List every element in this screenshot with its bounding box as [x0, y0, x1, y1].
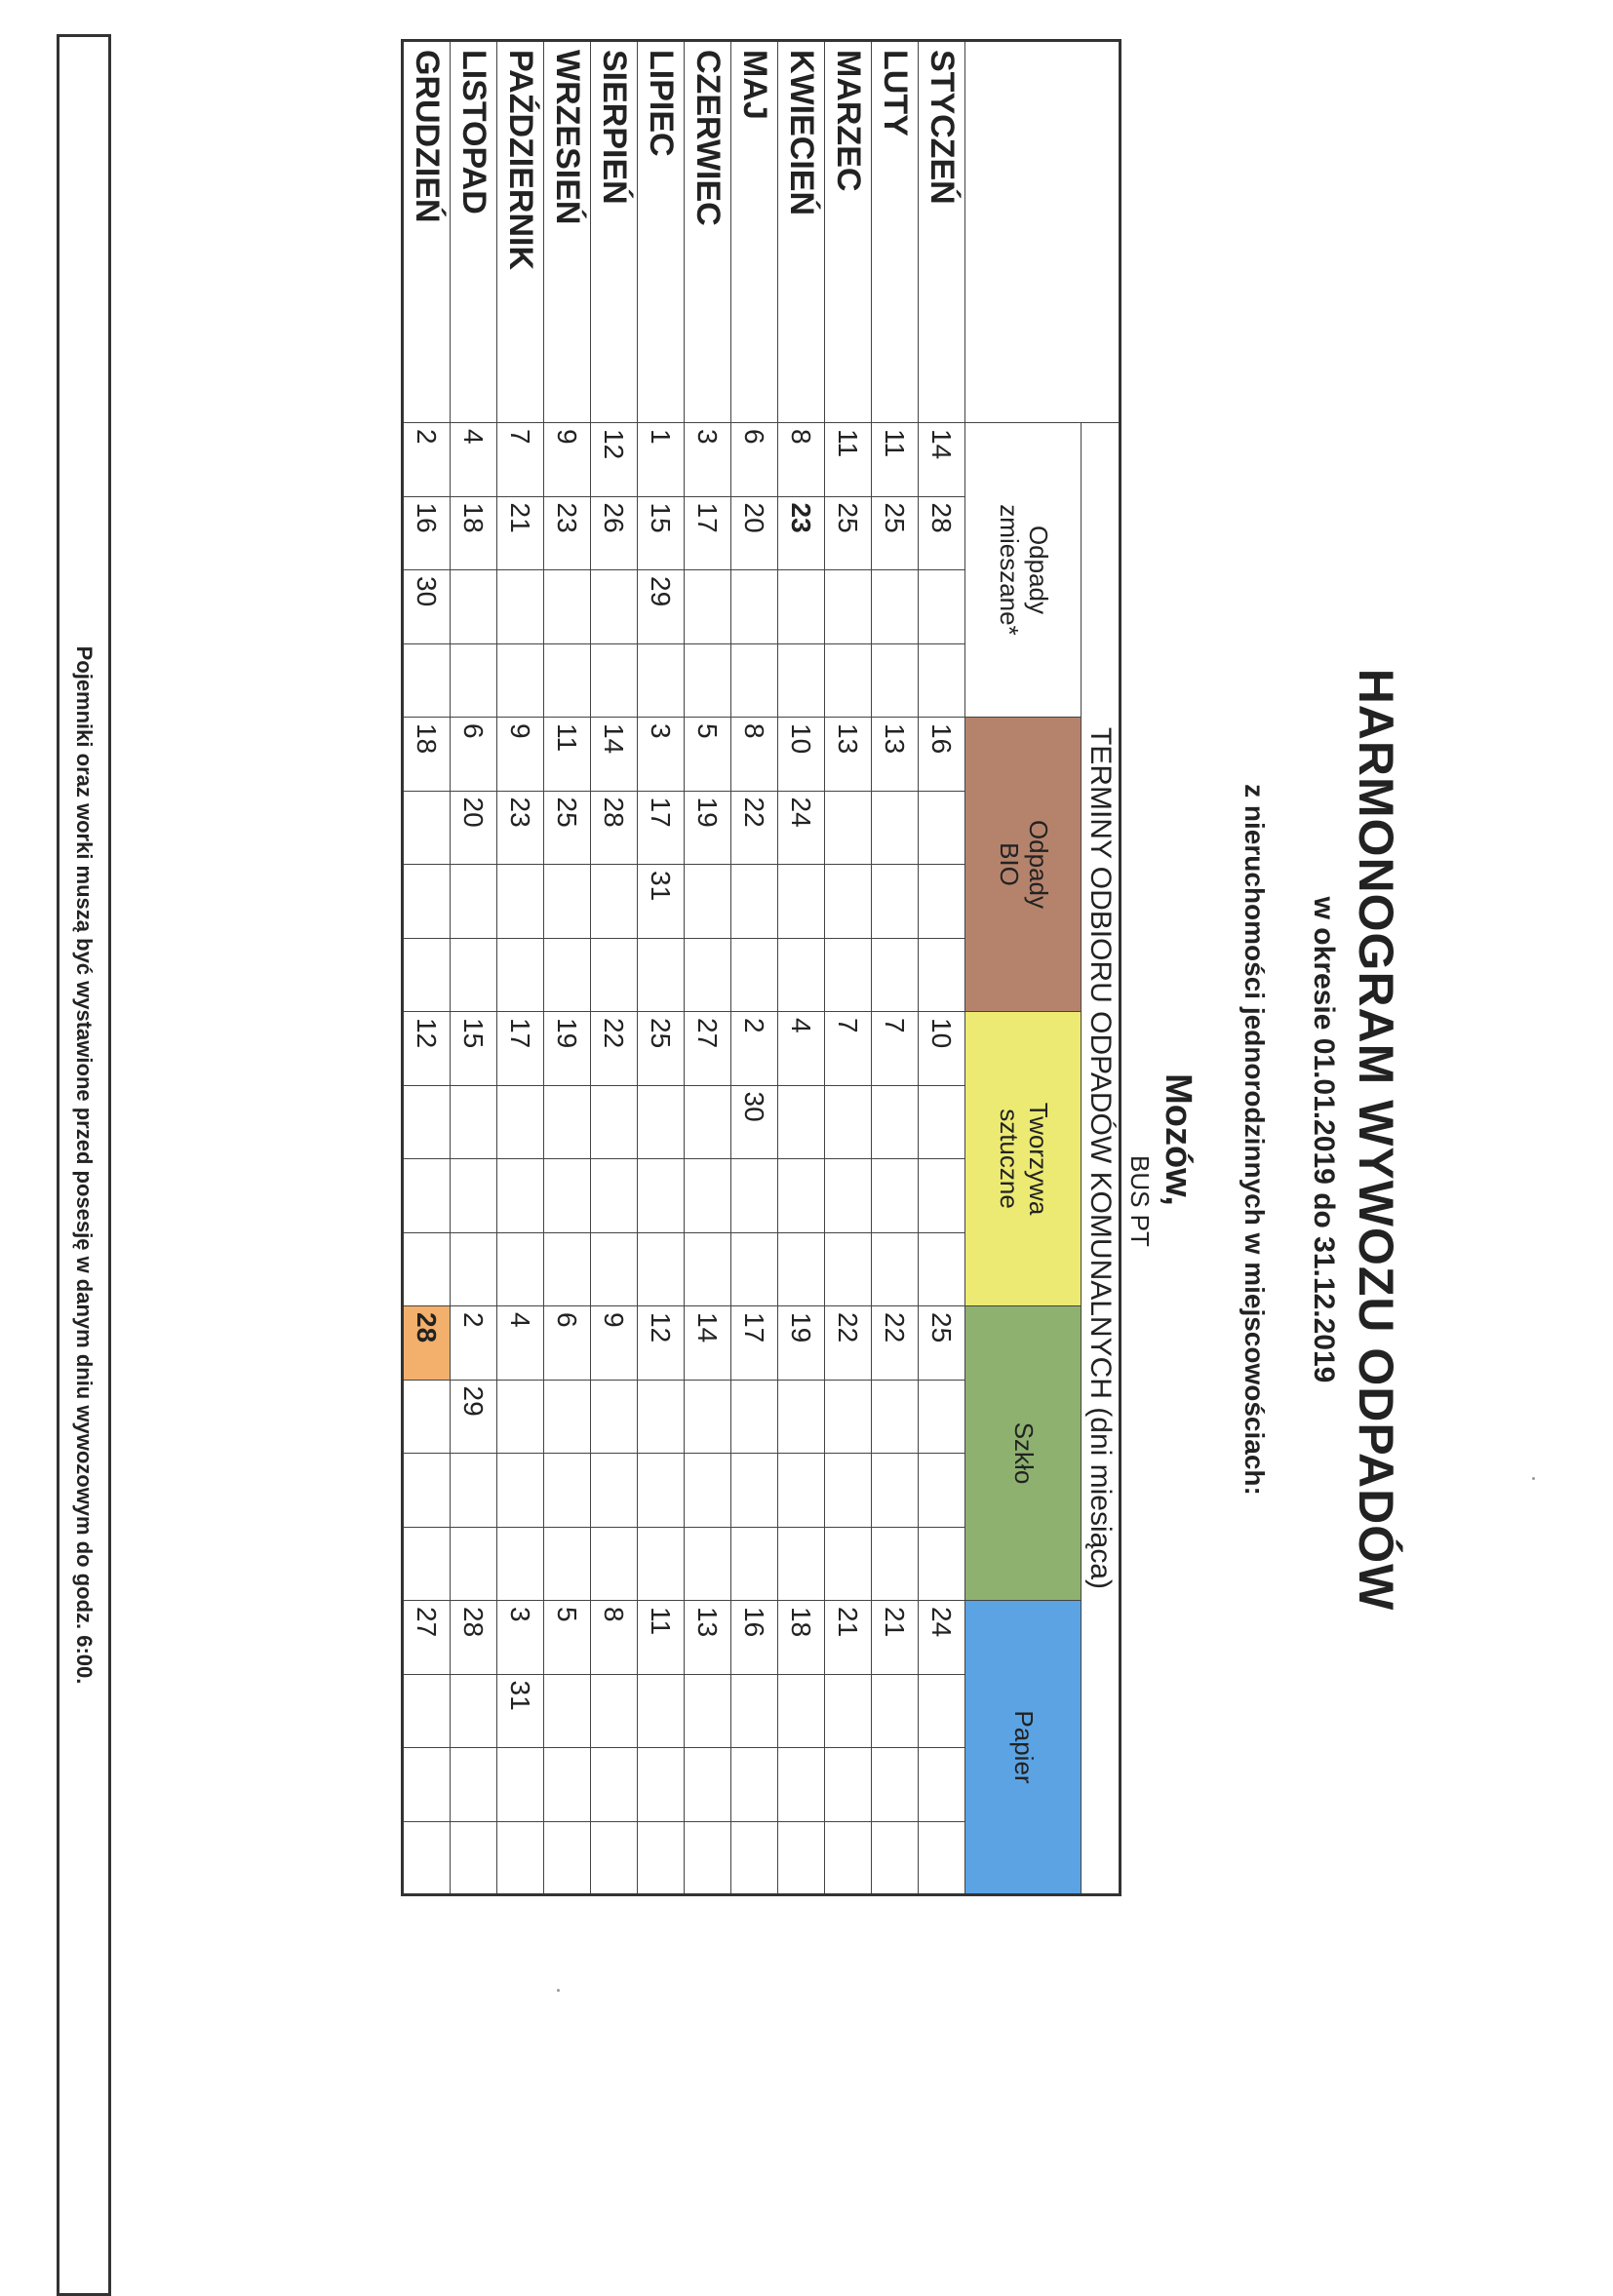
- period-subtitle: w okresie 01.01.2019 do 31.12.2019: [1308, 896, 1340, 1383]
- pickup-day-cell: 28: [403, 1306, 451, 1381]
- pickup-day-cell: 22: [825, 1306, 872, 1381]
- month-name: WRZESIEŃ: [544, 41, 591, 423]
- pickup-day-cell: [685, 1380, 731, 1454]
- pickup-day-cell: 24: [919, 1601, 965, 1675]
- waste-type-label: BIO: [995, 842, 1024, 886]
- pickup-day-cell: [872, 570, 919, 644]
- pickup-day-cell: [451, 1454, 497, 1528]
- pickup-day-cell: [731, 1674, 778, 1748]
- pickup-day-cell: 14: [685, 1306, 731, 1381]
- pickup-day-cell: [731, 1159, 778, 1233]
- pickup-day-cell: [497, 1454, 544, 1528]
- waste-type-label: Tworzywa: [1023, 1102, 1053, 1216]
- pickup-day-cell: 31: [638, 865, 685, 939]
- pickup-day-cell: [638, 1085, 685, 1159]
- pickup-day-cell: [403, 791, 451, 865]
- pickup-day-cell: [544, 1821, 591, 1895]
- pickup-day-cell: 24: [778, 791, 825, 865]
- pickup-day-cell: [591, 1085, 638, 1159]
- pickup-day-cell: 6: [544, 1306, 591, 1381]
- pickup-day-cell: 31: [497, 1674, 544, 1748]
- month-name: MAJ: [731, 41, 778, 423]
- pickup-day-cell: 28: [919, 496, 965, 570]
- pickup-day-cell: 17: [497, 1012, 544, 1086]
- pickup-day-cell: [638, 1821, 685, 1895]
- pickup-day-cell: [778, 1232, 825, 1306]
- pickup-day-cell: [825, 791, 872, 865]
- pickup-day-cell: 4: [451, 423, 497, 497]
- waste-type-header: [965, 718, 1082, 1012]
- pickup-day-cell: 17: [685, 496, 731, 570]
- pickup-day-cell: [685, 1527, 731, 1601]
- pickup-day-cell: [919, 1159, 965, 1233]
- pickup-day-cell: [731, 1527, 778, 1601]
- month-row: [825, 41, 872, 1895]
- pickup-day-cell: [872, 643, 919, 718]
- pickup-day-cell: 22: [731, 791, 778, 865]
- pickup-day-cell: [497, 643, 544, 718]
- pickup-day-cell: [591, 1159, 638, 1233]
- pickup-day-cell: [591, 570, 638, 644]
- pickup-day-cell: 23: [778, 496, 825, 570]
- pickup-day-cell: [403, 1159, 451, 1233]
- pickup-day-cell: [919, 1454, 965, 1528]
- pickup-day-cell: [403, 938, 451, 1012]
- pickup-day-cell: 27: [403, 1601, 451, 1675]
- pickup-day-cell: 7: [497, 423, 544, 497]
- pickup-day-cell: 13: [872, 718, 919, 792]
- month-name: KWIECIEŃ: [778, 41, 825, 423]
- pickup-day-cell: [591, 938, 638, 1012]
- pickup-day-cell: [778, 1674, 825, 1748]
- pickup-day-cell: [451, 1232, 497, 1306]
- pickup-day-cell: 17: [638, 791, 685, 865]
- pickup-day-cell: 25: [638, 1012, 685, 1086]
- pickup-day-cell: 28: [591, 791, 638, 865]
- pickup-day-cell: [778, 865, 825, 939]
- pickup-day-cell: [638, 1748, 685, 1822]
- pickup-day-cell: [872, 1674, 919, 1748]
- pickup-day-cell: [778, 1821, 825, 1895]
- waste-type-label: Odpady: [1023, 525, 1053, 615]
- pickup-day-cell: 17: [731, 1306, 778, 1381]
- pickup-day-cell: 4: [497, 1306, 544, 1381]
- pickup-day-cell: [451, 1748, 497, 1822]
- pickup-day-cell: 16: [731, 1601, 778, 1675]
- pickup-day-cell: [685, 938, 731, 1012]
- pickup-day-cell: [731, 643, 778, 718]
- pickup-day-cell: [825, 1232, 872, 1306]
- pickup-day-cell: [451, 1527, 497, 1601]
- pickup-day-cell: [544, 1159, 591, 1233]
- pickup-day-cell: [778, 570, 825, 644]
- pickup-day-cell: [544, 1454, 591, 1528]
- pickup-day-cell: [731, 1821, 778, 1895]
- pickup-day-cell: [591, 1527, 638, 1601]
- pickup-day-cell: 19: [685, 791, 731, 865]
- pickup-day-cell: 8: [778, 423, 825, 497]
- pickup-schedule-table: [401, 39, 1121, 1896]
- month-row: [497, 41, 544, 1895]
- pickup-day-cell: [591, 1748, 638, 1822]
- pickup-day-cell: [731, 1232, 778, 1306]
- pickup-day-cell: [591, 1232, 638, 1306]
- pickup-day-cell: [872, 1748, 919, 1822]
- pickup-day-cell: [497, 1748, 544, 1822]
- month-row: [403, 41, 451, 1895]
- pickup-day-cell: [872, 865, 919, 939]
- pickup-day-cell: [591, 1821, 638, 1895]
- pickup-day-cell: 28: [451, 1601, 497, 1675]
- pickup-day-cell: [685, 570, 731, 644]
- pickup-day-cell: 10: [919, 1012, 965, 1086]
- pickup-day-cell: [451, 1674, 497, 1748]
- pickup-day-cell: [638, 1380, 685, 1454]
- month-name: LUTY: [872, 41, 919, 423]
- pickup-day-cell: [919, 938, 965, 1012]
- pickup-day-cell: 3: [497, 1601, 544, 1675]
- pickup-day-cell: [919, 1674, 965, 1748]
- month-name: SIERPIEŃ: [591, 41, 638, 423]
- pickup-day-cell: 9: [497, 718, 544, 792]
- pickup-day-cell: [825, 1085, 872, 1159]
- pickup-day-cell: [451, 1821, 497, 1895]
- month-name: GRUDZIEŃ: [403, 41, 451, 423]
- waste-type-label: Szkło: [1008, 1421, 1039, 1485]
- month-name: MARZEC: [825, 41, 872, 423]
- pickup-day-cell: [403, 1527, 451, 1601]
- pickup-day-cell: 12: [591, 423, 638, 497]
- pickup-day-cell: [825, 1821, 872, 1895]
- pickup-day-cell: [778, 938, 825, 1012]
- pickup-day-cell: [825, 570, 872, 644]
- pickup-day-cell: [497, 1159, 544, 1233]
- pickup-day-cell: 7: [872, 1012, 919, 1086]
- pickup-day-cell: [403, 1380, 451, 1454]
- pickup-day-cell: 8: [591, 1601, 638, 1675]
- pickup-day-cell: 21: [825, 1601, 872, 1675]
- pickup-day-cell: [403, 1454, 451, 1528]
- month-row: [544, 41, 591, 1895]
- pickup-day-cell: [685, 643, 731, 718]
- pickup-day-cell: [825, 1454, 872, 1528]
- pickup-day-cell: 18: [778, 1601, 825, 1675]
- pickup-day-cell: [497, 865, 544, 939]
- pickup-day-cell: 9: [591, 1306, 638, 1381]
- month-name: LIPIEC: [638, 41, 685, 423]
- route-label: BUS PT: [1125, 1155, 1155, 1247]
- pickup-day-cell: [919, 643, 965, 718]
- locality-intro: z nieruchomości jednorodzinnych w miejscowościach:: [1239, 784, 1270, 1496]
- pickup-day-cell: [919, 1527, 965, 1601]
- waste-type-header: [965, 1306, 1082, 1601]
- pickup-day-cell: [825, 643, 872, 718]
- pickup-day-cell: [685, 1674, 731, 1748]
- pickup-day-cell: [497, 1085, 544, 1159]
- pickup-day-cell: 29: [451, 1380, 497, 1454]
- pickup-day-cell: 3: [638, 718, 685, 792]
- waste-type-header: [965, 1012, 1082, 1306]
- corner-cell: [965, 41, 1121, 423]
- pickup-day-cell: [872, 938, 919, 1012]
- pickup-day-cell: 14: [919, 423, 965, 497]
- footer-note: Pojemniki oraz worki muszą być wystawione przed posesję w danym dniu wywozowym do godz. 6:00.: [57, 34, 111, 2296]
- pickup-day-cell: [638, 1674, 685, 1748]
- pickup-day-cell: 23: [497, 791, 544, 865]
- pickup-day-cell: [591, 1674, 638, 1748]
- page-title: HARMONOGRAM WYWOZU ODPADÓW: [1349, 668, 1403, 1612]
- pickup-day-cell: [872, 1454, 919, 1528]
- pickup-day-cell: [497, 1232, 544, 1306]
- pickup-day-cell: [403, 1821, 451, 1895]
- pickup-day-cell: [919, 1821, 965, 1895]
- pickup-day-cell: [544, 1232, 591, 1306]
- pickup-day-cell: [778, 1085, 825, 1159]
- pickup-day-cell: [778, 1454, 825, 1528]
- waste-type-label: Odpady: [1023, 819, 1053, 910]
- waste-type-header: [965, 423, 1082, 718]
- pickup-day-cell: 6: [451, 718, 497, 792]
- pickup-day-cell: 3: [685, 423, 731, 497]
- waste-type-label: zmieszane*: [995, 504, 1024, 636]
- pickup-day-cell: [451, 643, 497, 718]
- month-name: STYCZEŃ: [919, 41, 965, 423]
- pickup-day-cell: [825, 1748, 872, 1822]
- pickup-day-cell: 25: [872, 496, 919, 570]
- pickup-day-cell: [451, 938, 497, 1012]
- pickup-day-cell: 20: [451, 791, 497, 865]
- pickup-day-cell: [919, 1232, 965, 1306]
- pickup-day-cell: 4: [778, 1012, 825, 1086]
- pickup-day-cell: 16: [919, 718, 965, 792]
- pickup-day-cell: [872, 1821, 919, 1895]
- pickup-day-cell: 14: [591, 718, 638, 792]
- pickup-day-cell: [591, 1454, 638, 1528]
- pickup-day-cell: [778, 643, 825, 718]
- pickup-day-cell: 2: [451, 1306, 497, 1381]
- pickup-day-cell: [544, 1085, 591, 1159]
- pickup-day-cell: [544, 1748, 591, 1822]
- pickup-day-cell: [872, 1085, 919, 1159]
- month-name: PAŹDZIERNIK: [497, 41, 544, 423]
- pickup-day-cell: [451, 570, 497, 644]
- pickup-day-cell: [919, 1380, 965, 1454]
- pickup-day-cell: [544, 643, 591, 718]
- pickup-day-cell: [638, 643, 685, 718]
- pickup-day-cell: [591, 1380, 638, 1454]
- locality-name: Mozów,: [1158, 1073, 1199, 1206]
- pickup-day-cell: 15: [638, 496, 685, 570]
- pickup-day-cell: [731, 570, 778, 644]
- month-row: [872, 41, 919, 1895]
- pickup-day-cell: [451, 1085, 497, 1159]
- pickup-day-cell: [872, 1232, 919, 1306]
- pickup-day-cell: [825, 1159, 872, 1233]
- pickup-day-cell: 5: [685, 718, 731, 792]
- pickup-day-cell: [544, 570, 591, 644]
- pickup-day-cell: 13: [825, 718, 872, 792]
- pickup-day-cell: [544, 1380, 591, 1454]
- pickup-day-cell: 19: [544, 1012, 591, 1086]
- pickup-day-cell: [919, 865, 965, 939]
- pickup-day-cell: [685, 1085, 731, 1159]
- pickup-day-cell: 12: [403, 1012, 451, 1086]
- pickup-day-cell: [497, 570, 544, 644]
- pickup-day-cell: 22: [591, 1012, 638, 1086]
- pickup-day-cell: 18: [451, 496, 497, 570]
- pickup-day-cell: [497, 938, 544, 1012]
- pickup-day-cell: [778, 1159, 825, 1233]
- pickup-day-cell: 1: [638, 423, 685, 497]
- pickup-day-cell: [451, 865, 497, 939]
- pickup-day-cell: [638, 938, 685, 1012]
- pickup-day-cell: [919, 1748, 965, 1822]
- pickup-day-cell: 19: [778, 1306, 825, 1381]
- pickup-day-cell: [872, 791, 919, 865]
- pickup-day-cell: [403, 1085, 451, 1159]
- pickup-day-cell: [872, 1527, 919, 1601]
- pickup-day-cell: [497, 1380, 544, 1454]
- pickup-day-cell: [685, 1232, 731, 1306]
- pickup-day-cell: 30: [403, 570, 451, 644]
- pickup-day-cell: [825, 1674, 872, 1748]
- waste-type-label: Papier: [1008, 1710, 1039, 1784]
- pickup-day-cell: 11: [872, 423, 919, 497]
- pickup-day-cell: [872, 1159, 919, 1233]
- pickup-day-cell: [825, 1380, 872, 1454]
- month-row: [591, 41, 638, 1895]
- pickup-day-cell: [778, 1748, 825, 1822]
- pickup-day-cell: [825, 938, 872, 1012]
- pickup-day-cell: 25: [544, 791, 591, 865]
- month-row: [685, 41, 731, 1895]
- pickup-day-cell: 25: [919, 1306, 965, 1381]
- pickup-day-cell: 15: [451, 1012, 497, 1086]
- heading-row: [1082, 41, 1121, 1895]
- pickup-day-cell: [544, 865, 591, 939]
- pickup-day-cell: 22: [872, 1306, 919, 1381]
- pickup-day-cell: [778, 1380, 825, 1454]
- month-name: LISTOPAD: [451, 41, 497, 423]
- pickup-day-cell: [638, 1159, 685, 1233]
- pickup-day-cell: 27: [685, 1012, 731, 1086]
- pickup-day-cell: [403, 1748, 451, 1822]
- pickup-day-cell: 12: [638, 1306, 685, 1381]
- waste-type-header: [965, 1601, 1082, 1895]
- pickup-day-cell: [403, 1232, 451, 1306]
- pickup-day-cell: [872, 1380, 919, 1454]
- pickup-day-cell: [685, 1454, 731, 1528]
- pickup-day-cell: [685, 1748, 731, 1822]
- pickup-day-cell: 11: [544, 718, 591, 792]
- pickup-day-cell: [919, 570, 965, 644]
- pickup-day-cell: 29: [638, 570, 685, 644]
- pickup-day-cell: [591, 865, 638, 939]
- pickup-day-cell: [731, 1380, 778, 1454]
- pickup-day-cell: 6: [731, 423, 778, 497]
- pickup-day-cell: 11: [638, 1601, 685, 1675]
- pickup-day-cell: 16: [403, 496, 451, 570]
- pickup-day-cell: [825, 865, 872, 939]
- pickup-day-cell: [544, 1674, 591, 1748]
- pickup-day-cell: [825, 1527, 872, 1601]
- pickup-day-cell: 26: [591, 496, 638, 570]
- month-row: [451, 41, 497, 1895]
- pickup-day-cell: [638, 1454, 685, 1528]
- pickup-day-cell: [544, 938, 591, 1012]
- pickup-day-cell: 13: [685, 1601, 731, 1675]
- month-row: [778, 41, 825, 1895]
- pickup-day-cell: 25: [825, 496, 872, 570]
- pickup-day-cell: [731, 1454, 778, 1528]
- pickup-day-cell: 5: [544, 1601, 591, 1675]
- pickup-day-cell: [591, 643, 638, 718]
- pickup-day-cell: [919, 791, 965, 865]
- table-heading: TERMINY ODBIORU ODPADÓW KOMUNALNYCH (dni miesiąca): [1082, 423, 1121, 1895]
- pickup-day-cell: 9: [544, 423, 591, 497]
- pickup-day-cell: 2: [731, 1012, 778, 1086]
- pickup-day-cell: 10: [778, 718, 825, 792]
- pickup-day-cell: 18: [403, 718, 451, 792]
- pickup-day-cell: [497, 1821, 544, 1895]
- scan-speck: [557, 1989, 560, 1992]
- pickup-day-cell: 8: [731, 718, 778, 792]
- pickup-day-cell: [731, 1748, 778, 1822]
- pickup-day-cell: [544, 1527, 591, 1601]
- pickup-day-cell: [451, 1159, 497, 1233]
- pickup-day-cell: [497, 1527, 544, 1601]
- pickup-day-cell: [778, 1527, 825, 1601]
- pickup-day-cell: 7: [825, 1012, 872, 1086]
- pickup-day-cell: [685, 1821, 731, 1895]
- pickup-day-cell: [403, 1674, 451, 1748]
- month-name: CZERWIEC: [685, 41, 731, 423]
- month-row: [731, 41, 778, 1895]
- pickup-day-cell: [685, 1159, 731, 1233]
- month-row: [919, 41, 965, 1895]
- pickup-day-cell: [919, 1085, 965, 1159]
- pickup-day-cell: 21: [497, 496, 544, 570]
- pickup-day-cell: [731, 938, 778, 1012]
- month-row: [638, 41, 685, 1895]
- pickup-day-cell: 2: [403, 423, 451, 497]
- pickup-day-cell: [638, 1527, 685, 1601]
- pickup-day-cell: [731, 865, 778, 939]
- pickup-day-cell: [685, 865, 731, 939]
- scan-speck: [1532, 1477, 1535, 1480]
- pickup-day-cell: [403, 865, 451, 939]
- pickup-day-cell: 20: [731, 496, 778, 570]
- waste-type-label: sztuczne: [995, 1109, 1024, 1209]
- pickup-day-cell: 21: [872, 1601, 919, 1675]
- pickup-day-cell: [403, 643, 451, 718]
- pickup-day-cell: 11: [825, 423, 872, 497]
- pickup-day-cell: 30: [731, 1085, 778, 1159]
- pickup-day-cell: 23: [544, 496, 591, 570]
- pickup-day-cell: [638, 1232, 685, 1306]
